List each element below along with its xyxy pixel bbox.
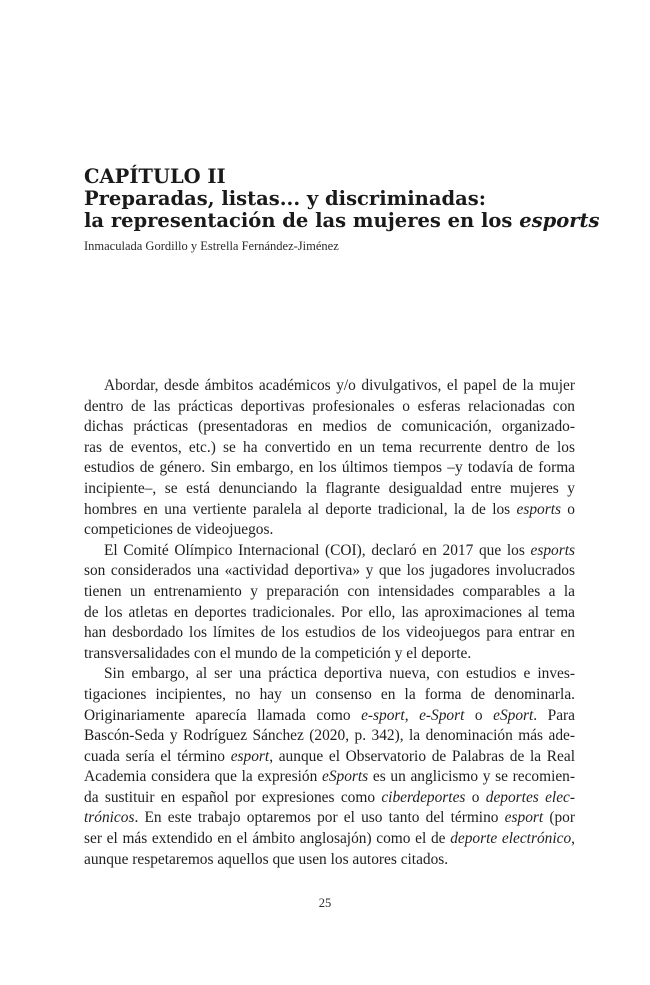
p3-line-9-c: , [571,830,575,848]
p3-line-6 [84,767,575,788]
p3-line-7-a: da sustituir en español por expresiones como [84,788,382,806]
p2-line-1 [84,541,575,562]
p2-line-5: han desbordado los límites de los estudios de los videojuegos para entrar en [84,624,575,642]
body-text [84,376,575,870]
chapter-title-line-1: Preparadas, listas... y discriminadas: [84,187,486,210]
p2-line-6: transversalidades con el mundo de la competición y el deporte. [84,644,472,662]
p1-line-1: Abordar, desde ámbitos académicos y/o divulgativos, el papel de la mujer [104,377,575,394]
p3-line-7-c: o [465,788,486,806]
p3-line-5 [84,747,575,768]
p1-line-7-c: o [560,500,575,518]
p3-line-6-a: Academia considera que la expresión [84,768,322,786]
p1-line-8: competiciones de videojuegos. [84,521,274,539]
p3-line-6-c: es un anglicismo y se recomien- [368,768,575,786]
p3-line-7-italic-1: ciberdeportes [381,788,466,806]
p3-line-2: tigaciones incipientes, no hay un consenso en la forma de denominarla. [84,685,575,703]
chapter-title-italic-term: esports [519,209,600,232]
page-number: 25 [318,896,332,910]
chapter-label: CAPÍTULO II [84,165,226,188]
p1-line-7-italic: esports [516,500,561,518]
p3-line-3 [84,706,575,727]
p3-line-3-italic-2: e-Sport [419,706,465,724]
p1-line-4: ras de eventos, etc.) se ha convertido en un tema recurrente dentro de los [84,438,575,456]
p2-line-3: tienen un entrenamiento y preparación con intensidades comparables a la [84,582,575,600]
p1-line-7 [84,500,575,521]
p1-line-7-a: hombres en una vertiente paralela al deporte tradicional, la de los [84,500,517,518]
chapter-header [84,165,600,254]
p2-line-4: de los atletas en deportes tradicionales. Por ello, las aproximaciones al tema [84,603,575,621]
p1-line-6: incipiente–, se está denunciando la flagrante desigualdad entre mujeres y [84,479,575,497]
p3-line-3-e: o [464,706,494,724]
p3-line-8-d: (por [543,809,575,827]
p3-line-9-a: ser el más extendido en el ámbito anglosajón) como el de [84,830,451,848]
chapter-authors: Inmaculada Gordillo y Estrella Fernández-Jiménez [84,239,339,253]
p2-line-2: son considerados una «actividad deportiva» y que los jugadores involucrados [84,562,575,580]
p1-line-5: estudios de género. Sin embargo, en los últimos tiempos –y todavía de forma [84,459,575,477]
p3-line-3-c: , [404,706,420,724]
p2-line-1-italic: esports [530,541,575,559]
p3-line-5-a: cuada sería el término [84,747,231,765]
chapter-title-line-2 [84,209,600,232]
p3-line-8-b: . En este trabajo optaremos por el uso tanto del término [134,809,505,827]
p3-line-8-italic-1: trónicos [84,809,135,827]
p3-line-10: aunque respetaremos aquellos que usen los autores citados. [84,850,449,868]
p3-line-9 [84,829,575,850]
p3-line-5-c: , aunque el Observatorio de Palabras de la Real [269,747,575,765]
p3-line-4: Bascón-Seda y Rodríguez Sánchez (2020, p. 342), la denominación más ade- [84,727,575,745]
p3-line-7 [84,788,575,809]
p3-line-5-italic: esport [230,747,270,765]
p3-line-8 [84,808,575,829]
p1-line-3: dichas prácticas (presentadoras en medios de comunicación, organizado- [84,418,575,436]
p1-line-2: dentro de las prácticas deportivas profesionales o esferas relacionadas con [84,397,575,415]
chapter-title-line-2-text: la representación de las mujeres en los [84,209,520,232]
p3-line-6-italic: eSports [322,768,369,786]
p3-line-8-italic-2: esport [504,809,544,827]
p3-line-3-g: . Para [533,706,576,724]
p2-line-1-a: El Comité Olímpico Internacional (COI), declaró en 2017 que los [104,541,531,559]
p3-line-9-italic: deporte electrónico [450,830,572,848]
p3-line-3-a: Originariamente aparecía llamada como [84,706,362,724]
p3-line-1: Sin embargo, al ser una práctica deportiva nueva, con estudios e inves- [104,665,575,683]
p3-line-7-italic-2: deportes elec- [485,788,575,806]
p3-line-3-italic-3: eSport [493,706,534,724]
p3-line-3-italic-1: e-sport [361,706,405,724]
